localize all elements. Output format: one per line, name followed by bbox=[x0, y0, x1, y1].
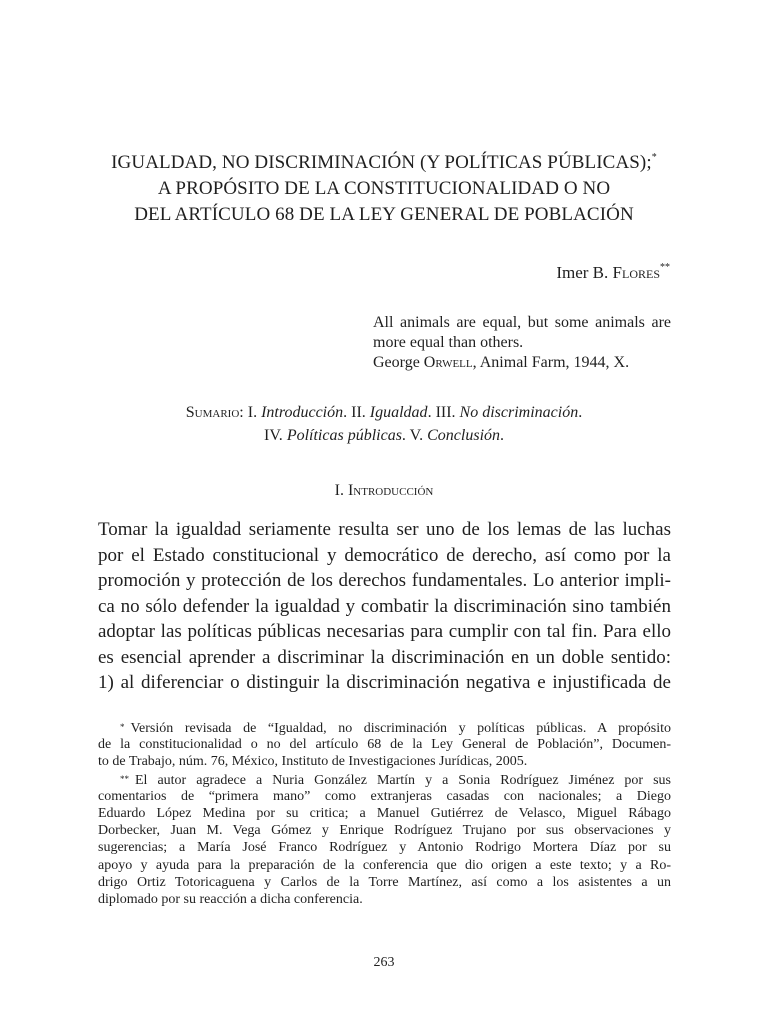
footnote-2-line: ** El autor agradece a Nuria González Martín y a Sonia Rodríguez Jiménez por sus bbox=[120, 772, 671, 788]
section-title-text: Introducción bbox=[347, 482, 434, 499]
footnote-1-mark: * bbox=[120, 722, 125, 732]
summary-item-no-discriminacion[interactable]: No discriminación bbox=[459, 404, 579, 421]
footnote-2-mark: ** bbox=[120, 773, 129, 784]
summary-item-conclusion[interactable]: Conclusión bbox=[427, 427, 501, 444]
article-title bbox=[80, 150, 688, 228]
summary-item-introduccion[interactable]: Introducción bbox=[261, 404, 344, 421]
title-footnote-ref[interactable]: * bbox=[651, 152, 657, 163]
footnote-2-line: drigo Ortiz Totoricaguena y Carlos de la Torre Martínez, así como a los asistentes a un bbox=[98, 874, 671, 890]
epigraph-quote: All animals are equal, but some animals are more equal than others. bbox=[373, 314, 671, 351]
body-line: Tomar la igualdad seriamente resulta ser uno de los lemas de las luchas bbox=[98, 519, 671, 540]
footnote-2-line: apoyo y ayuda para la preparación de la conferencia que dio origen a este texto; y a Ro- bbox=[98, 857, 671, 873]
footnote-1-line: de la constitucionalidad o no del artículo 68 de la Ley General de Población”, Documen- bbox=[98, 737, 671, 753]
footnote-1-line: to de Trabajo, núm. 76, México, Instituto de Investigaciones Jurídicas, 2005. bbox=[98, 754, 528, 770]
body-line: adoptar las políticas públicas necesarias para cumplir con tal fin. Para ello bbox=[98, 621, 671, 642]
summary-line-1: Sumario: I. Introducción. II. Igualdad. III. No discriminación. bbox=[185, 404, 583, 421]
author-given-name: Imer B. bbox=[556, 263, 609, 282]
title-line-1: IGUALDAD, NO DISCRIMINACIÓN (Y POLÍTICAS PÚBLICAS);* bbox=[111, 152, 657, 173]
section-heading bbox=[80, 482, 688, 500]
footnote-2-line: comentarios de “primera mano” como extranjeras casadas con nacionales; a Diego bbox=[98, 788, 671, 804]
summary-item-igualdad[interactable]: Igualdad bbox=[369, 404, 428, 421]
footnote-2-line: Eduardo López Medina por su critica; a Manuel Gutiérrez de Velasco, Miguel Rábago bbox=[98, 805, 671, 821]
title-line-2: A PROPÓSITO DE LA CONSTITUCIONALIDAD O NO bbox=[157, 178, 611, 199]
summary-label: Sumario bbox=[185, 404, 240, 421]
footnote-1-line: * Versión revisada de “Igualdad, no discriminación y políticas públicas. A propósito bbox=[120, 721, 671, 736]
page-number: 263 bbox=[373, 955, 395, 970]
epigraph-source-surname: Orwell bbox=[423, 354, 473, 371]
section-number: I. bbox=[334, 482, 344, 499]
title-line-3: DEL ARTÍCULO 68 DE LA LEY GENERAL DE POBLACIÓN bbox=[134, 204, 634, 225]
author-byline bbox=[556, 263, 670, 283]
footnote-2-line: Dorbecker, Juan M. Vega Gómez y Enrique Rodríguez Trujano por sus observaciones y bbox=[98, 823, 671, 839]
body-line: promoción y protección de los derechos fundamentales. Lo anterior impli- bbox=[98, 570, 671, 591]
body-line: es esencial aprender a discriminar la discriminación en un doble sentido: bbox=[98, 646, 671, 668]
footnote-2-line: sugerencias; a María José Franco Rodríguez y Antonio Rodrigo Mortera Díaz por su bbox=[98, 840, 671, 856]
epigraph-source: George Orwell, Animal Farm, 1944, X. bbox=[373, 354, 630, 371]
epigraph bbox=[373, 313, 671, 373]
footnote-2-line: diplomado por su reacción a dicha conferencia. bbox=[98, 891, 363, 907]
author-surname: Flores bbox=[612, 263, 660, 282]
footnotes bbox=[98, 719, 671, 908]
summary-item-politicas-publicas[interactable]: Políticas públicas bbox=[286, 427, 402, 444]
author-footnote-ref[interactable]: ** bbox=[660, 262, 670, 273]
body-line: 1) al diferenciar o distinguir la discriminación negativa e injustificada de bbox=[98, 672, 671, 693]
summary-line-2: IV. Políticas públicas. V. Conclusión. bbox=[263, 427, 505, 444]
body-line: ca no sólo defender la igualdad y combatir la discriminación sino también bbox=[98, 595, 671, 617]
body-paragraph bbox=[98, 517, 671, 696]
summary bbox=[80, 401, 688, 447]
body-line: por el Estado constitucional y democrático de derecho, así como por la bbox=[98, 544, 671, 566]
